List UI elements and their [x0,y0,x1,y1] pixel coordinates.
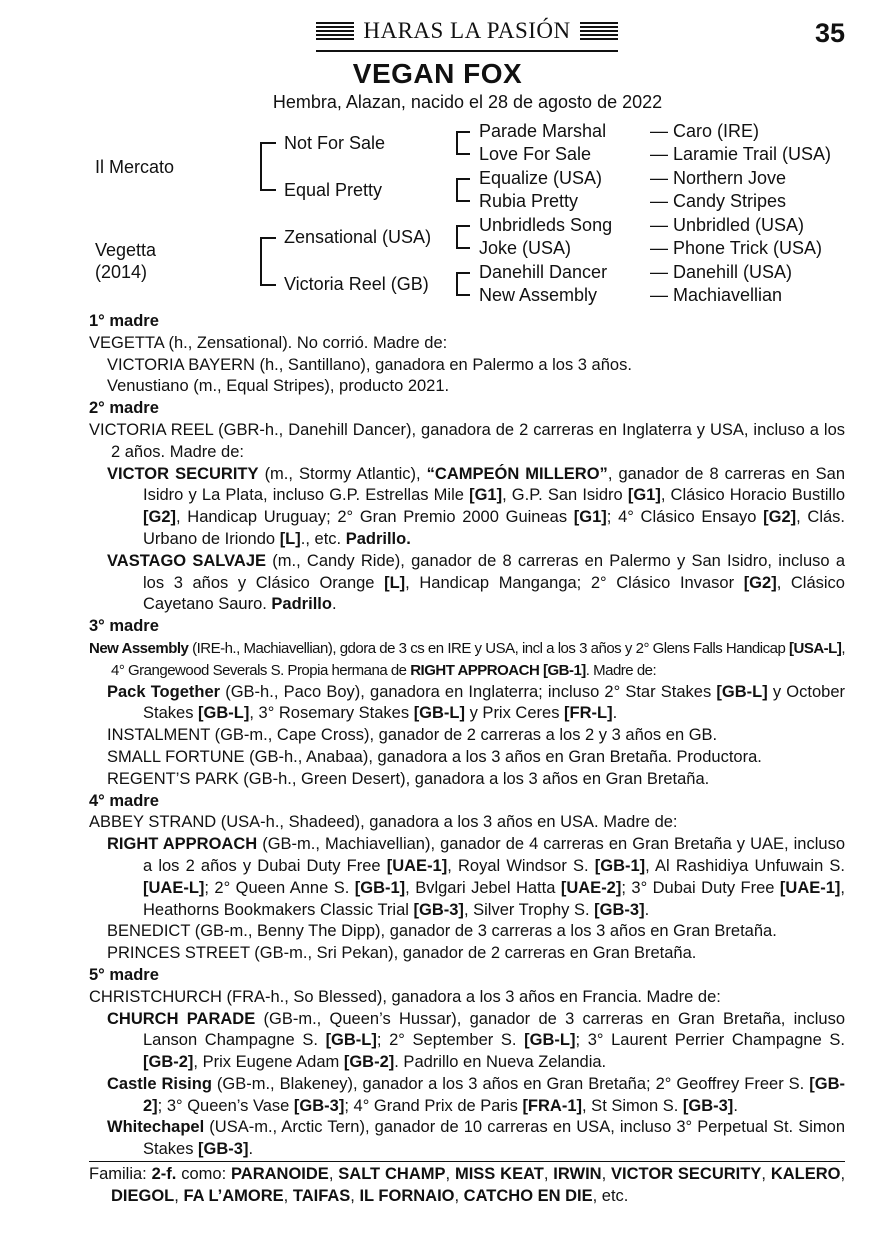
race-grade: [GB-L] [716,682,768,701]
offspring-entry: RIGHT APPROACH (GB-m., Machiavellian), ganador de 4 carreras en Gran Bretaña y UAE, incluso a los 2 años y Dubai Duty Free [UAE-1], Royal Windsor S. [GB-1], Al Rashidiya Unfuwain S. [UAE-L]; 2° Queen Anne S. [GB-1], Bvlgari Jebel Hatta [UAE-2]; 3° Dubai Duty Free [UAE-1], Heathorns Bookmakers Classic Trial [GB-3], Silver Trophy S. [GB-3]. [107,835,845,919]
bracket-line [456,272,470,274]
familia-code: 2-f. [151,1165,177,1184]
pedigree-dam-year: (2014) [95,262,148,282]
race-grade: [GB-3] [198,1140,249,1159]
pedigree-g2: Equal Pretty [284,180,383,200]
pedigree-g2: Not For Sale [284,133,386,153]
brand-banner [316,16,618,52]
horse-name: VEGAN FOX [352,58,523,89]
offspring-entry: VICTORIA BAYERN (h., Santillano), ganadora en Palermo a los 3 años. [107,355,632,374]
bracket-line [456,131,470,133]
offspring-entry: Castle Rising (GB-m., Blakeney), ganador a los 3 años en Gran Bretaña; 2° Geoffrey Freer S. [GB-2]; 3° Queen’s Vase [GB-3]; 4° Grand Prix de Paris [FRA-1], St Simon S. [GB-3]. [107,1074,845,1115]
bracket-line [260,142,276,144]
bracket-line [456,247,470,249]
horse-name-bold: RIGHT APPROACH [GB-1] [410,661,586,679]
race-grade: [GB-1] [594,856,646,875]
page-number: 35 [814,18,845,48]
familia-horse-name: SALT CHAMP [338,1165,446,1184]
horse-name-bold: Pack Together [107,682,221,701]
bracket-line [260,237,276,239]
race-grade: [UAE-L] [143,878,205,897]
race-grade: [FRA-1] [522,1096,583,1115]
familia-horse-name: IL FORNAIO [359,1186,455,1205]
offspring-entry: INSTALMENT (GB-m., Cape Cross), ganador de 2 carreras a los 2 y 3 años en GB. [107,726,718,745]
familia-horse-name: FA L’AMORE [183,1186,284,1205]
race-grade: [USA-L] [789,639,842,657]
champion-title: “CAMPEÓN MILLERO” [426,464,608,483]
race-grade: [G2] [743,573,777,592]
offspring-entry: Whitechapel (USA-m., Arctic Tern), ganador de 10 carreras en USA, incluso 3° Perpetual St. Simon Stakes [GB-3]. [107,1118,845,1159]
familia-horse-name: PARANOIDE [231,1165,329,1184]
bracket-line [260,237,262,285]
offspring-entry: VICTOR SECURITY (m., Stormy Atlantic), “CAMPEÓN MILLERO”, ganador de 8 carreras en San Isidro y La Plata, incluso G.P. Estrellas Mile [G1], G.P. San Isidro [G1], Clásico Horacio Bustillo [G2], Handicap Uruguay; 2° Gran Premio 2000 Guineas [G1]; 4° Clásico Ensayo [G2], Clás. Urbano de Iriondo [L]., etc. Padrillo. [107,464,846,548]
race-grade: [GB-3] [413,900,464,919]
bracket-line [456,178,458,201]
offspring-entry: SMALL FORTUNE (GB-h., Anabaa), ganadora a los 3 años en Gran Bretaña. Productora. [107,747,762,766]
bracket-line [456,272,458,295]
pedigree-g4: — Caro (IRE) [650,121,760,141]
pedigree-g3: New Assembly [479,285,598,305]
dam-entry: VICTORIA REEL (GBR-h., Danehill Dancer), ganadora de 2 carreras en Inglaterra y USA, incluso a los 2 años. Madre de: [89,420,845,461]
pedigree-g4: — Laramie Trail (USA) [650,144,832,164]
bracket-line [260,284,276,286]
section-heading: 1° madre [89,312,159,330]
race-grade: [GB-3] [293,1096,345,1115]
offspring-entry: REGENT’S PARK (GB-h., Green Desert), ganadora a los 3 años en Gran Bretaña. [107,769,710,788]
race-grade: [G1] [469,486,503,505]
pedigree-g3: Love For Sale [479,144,592,164]
status-bold: Padrillo. [345,529,411,548]
status-bold: Padrillo [271,595,332,614]
offspring-entry: Venustiano (m., Equal Stripes), producto 2021. [107,377,450,396]
pedigree-sire: Il Mercato [95,157,175,177]
pedigree-g4: — Northern Jove [650,168,787,188]
familia-line: Familia: 2-f. como: PARANOIDE, SALT CHAMP, MISS KEAT, IRWIN, VICTOR SECURITY, KALERO, DIEGOL, FA L’AMORE, TAIFAS, IL FORNAIO, CATCHO EN DIE, etc. [89,1161,845,1208]
offspring-entry: Pack Together (GB-h., Paco Boy), ganadora en Inglaterra; incluso 2° Star Stakes [GB-L] y October Stakes [GB-L], 3° Rosemary Stakes [GB-L] y Prix Ceres [FR-L]. [107,682,845,723]
offspring-entry: PRINCES STREET (GB-m., Sri Pekan), ganador de 2 carreras en Gran Bretaña. [107,944,697,963]
horse-name-bold: Castle Rising [107,1074,212,1093]
pedigree-g3: Joke (USA) [479,238,572,258]
pedigree-g4: — Phone Trick (USA) [650,238,823,258]
pedigree-g3: Equalize (USA) [479,168,603,188]
race-grade: [UAE-1] [779,878,841,897]
race-grade: [GB-L] [198,704,250,723]
race-grade: [L] [279,529,301,548]
race-grade: [UAE-2] [560,878,622,897]
horse-name-bold: CHURCH PARADE [107,1009,256,1028]
race-grade: [GB-L] [413,704,466,723]
race-grade: [G2] [763,508,797,527]
race-grade: [L] [384,573,406,592]
bracket-line [456,178,470,180]
familia-separator: , [445,1165,455,1184]
race-grade: [UAE-1] [386,856,448,875]
dam-entry: VEGETTA (h., Zensational). No corrió. Madre de: [89,333,448,352]
section-heading: 3° madre [89,617,159,636]
pedigree-g3: Parade Marshal [479,121,607,141]
race-grade: [GB-2] [343,1053,395,1072]
bracket-line [456,200,470,202]
pedigree-g3: Rubia Pretty [479,191,579,211]
race-grade: [GB-3] [682,1096,734,1115]
familia-horse-name: IRWIN [553,1165,602,1184]
pedigree-dam-name: Vegetta [95,240,157,260]
offspring-entry: CHURCH PARADE (GB-m., Queen’s Hussar), ganador de 3 carreras en Gran Bretaña, incluso Lanson Champagne S. [GB-L]; 2° September S. [GB-L]; 3° Laurent Perrier Champagne S. [GB-2], Prix Eugene Adam [GB-2]. Padrillo en Nueva Zelandia. [107,1009,846,1072]
family-body [89,311,845,1208]
familia-horse-name: TAIFAS [292,1186,351,1205]
familia-separator: , [350,1186,360,1205]
familia-separator: , [543,1165,554,1184]
familia-separator: , [840,1165,846,1184]
pedigree-g4: — Unbridled (USA) [650,215,805,235]
bracket-line [260,142,262,190]
familia-horse-name: MISS KEAT [454,1165,544,1184]
bracket-line [260,189,276,191]
race-grade: [FR-L] [564,704,613,723]
race-grade: [GB-2] [143,1074,845,1115]
bracket-line [456,131,458,154]
familia-horse-name: VICTOR SECURITY [611,1165,762,1184]
section-heading: 5° madre [89,965,159,984]
familia-separator: , [283,1186,293,1205]
dam-entry: CHRISTCHURCH (FRA-h., So Blessed), ganadora a los 3 años en Francia. Madre de: [89,987,721,1006]
race-grade: [GB-3] [594,900,645,919]
brand-bars-right [580,22,618,42]
familia-separator: , [454,1186,464,1205]
bracket-line [456,225,458,248]
pedigree-g4: — Danehill (USA) [650,262,793,282]
pedigree-g2: Zensational (USA) [284,227,432,247]
familia-separator: , [328,1165,339,1184]
horse-name-bold: VASTAGO SALVAJE [107,551,267,570]
race-grade: [G2] [143,508,176,527]
brand-name: HARAS LA PASIÓN [363,18,571,43]
offspring-entry: BENEDICT (GB-m., Benny The Dipp), ganador de 3 carreras a los 3 años en Gran Bretaña. [107,922,777,941]
familia-horse-name: CATCHO EN DIE [463,1186,593,1205]
familia-horse-name: KALERO [770,1165,841,1184]
race-grade: [G1] [627,486,661,505]
familia-horse-name: DIEGOL [111,1186,175,1205]
offspring-entry: VASTAGO SALVAJE (m., Candy Ride), ganador de 8 carreras en Palermo y San Isidro, incluso a los 3 años y Clásico Orange [L], Handicap Manganga; 2° Clásico Invasor [G2], Clásico Cayetano Sauro. Padrillo. [107,551,845,614]
section-heading: 2° madre [89,399,159,418]
pedigree-g3: Danehill Dancer [479,262,608,282]
race-grade: [GB-L] [325,1031,377,1050]
horse-name-bold: Whitechapel [107,1118,205,1137]
pedigree-g3: Unbridleds Song [479,215,613,235]
pedigree-g4: — Machiavellian [650,285,783,305]
race-grade: [GB-1] [354,878,406,897]
horse-name-bold: New Assembly [89,639,189,657]
race-grade: [GB-2] [143,1053,194,1072]
bracket-line [456,225,470,227]
bracket-line [456,153,470,155]
pedigree-g4: — Candy Stripes [650,191,787,211]
pedigree-g2: Victoria Reel (GB) [284,274,429,294]
bracket-line [456,294,470,296]
page-header [0,16,875,52]
brand-bars-left [316,22,354,42]
race-grade: [G1] [573,508,607,527]
pedigree-chart [0,120,875,310]
familia-separator: , [601,1165,612,1184]
dam-entry: ABBEY STRAND (USA-h., Shadeed), ganadora a los 3 años en USA. Madre de: [89,813,678,832]
section-heading: 4° madre [89,791,159,810]
horse-subtitle: Hembra, Alazan, nacido el 28 de agosto de 2022 [272,92,663,112]
familia-separator: , [761,1165,771,1184]
horse-name-bold: RIGHT APPROACH [107,835,258,854]
race-grade: [GB-L] [524,1031,576,1050]
familia-separator: , [174,1186,184,1205]
horse-name-bold: VICTOR SECURITY [107,464,259,483]
dam-entry: New Assembly (IRE-h., Machiavellian), gdora de 3 cs en IRE y USA, incl a los 3 años y 2° Glens Falls Handicap [USA-L], 4° Grangewood Severals S. Propia hermana de RIGHT APPROACH [GB-1]. Madre de: [89,639,845,679]
